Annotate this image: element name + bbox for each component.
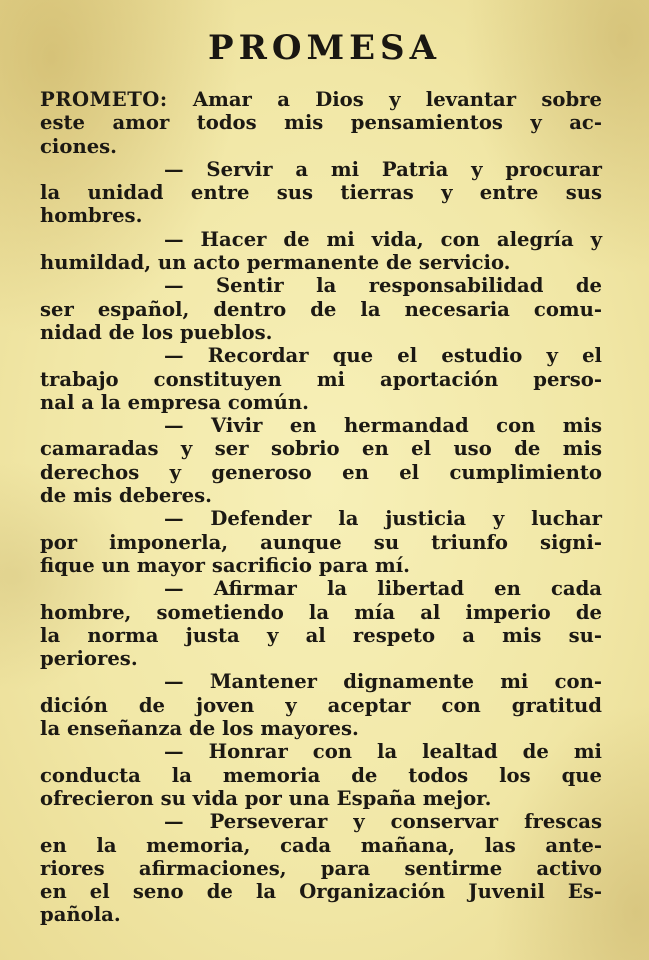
text-line: la norma justa y al respeto a mis su- — [40, 623, 602, 647]
text-line: ciones. — [40, 134, 118, 158]
text-line: de mis deberes. — [40, 484, 212, 508]
text-line: — Defender la justicia y luchar — [164, 507, 602, 531]
promise-text — [40, 88, 602, 927]
text-line: conducta la memoria de todos los que — [40, 763, 602, 787]
text-line: pañola. — [40, 903, 121, 927]
text-line: en el seno de la Organización Juvenil Es- — [40, 880, 602, 904]
text-line: en la memoria, cada mañana, las ante- — [40, 833, 602, 857]
text-line: nal a la empresa común. — [40, 390, 309, 414]
text-line: — Honrar con la lealtad de mi — [164, 740, 602, 764]
text-line: nidad de los pueblos. — [40, 320, 273, 344]
text-line: dición de joven y aceptar con gratitud — [40, 693, 602, 717]
text-line: — Sentir la responsabilidad de — [164, 274, 602, 298]
text-line: la enseñanza de los mayores. — [40, 717, 359, 741]
page-title: PROMESA — [208, 28, 441, 68]
text-line: periores. — [40, 647, 138, 671]
text-line: trabajo constituyen mi aportación perso- — [40, 367, 602, 391]
text-line: — Perseverar y conservar frescas — [164, 810, 602, 834]
lead-word: PROMETO: — [40, 88, 168, 111]
text-line: derechos y generoso en el cumplimiento — [40, 460, 602, 484]
text-line: hombres. — [40, 204, 143, 228]
text-line: ofrecieron su vida por una España mejor. — [40, 786, 492, 810]
text-line: — Afirmar la libertad en cada — [164, 577, 602, 601]
text-line: hombre, sometiendo la mía al imperio de — [40, 600, 602, 624]
text-line: — Mantener dignamente mi con- — [164, 670, 602, 694]
text-line: camaradas y ser sobrio en el uso de mis — [40, 437, 602, 461]
text-line: riores afirmaciones, para sentirme activo — [40, 856, 602, 880]
text-line: la unidad entre sus tierras y entre sus — [40, 181, 602, 205]
text-line: por imponerla, aunque su triunfo signi- — [40, 530, 602, 554]
text-line: fique un mayor sacrificio para mí. — [40, 553, 410, 577]
text-line: ser español, dentro de la necesaria comu- — [40, 297, 602, 321]
text-line: — Hacer de mi vida, con alegría y — [164, 227, 602, 251]
text-line: — Recordar que el estudio y el — [164, 344, 602, 368]
text-line: — Servir a mi Patria y procurar — [164, 157, 602, 181]
text-line: PROMETO: Amar a Dios y levantar sobre — [40, 88, 602, 111]
text-line: — Vivir en hermandad con mis — [164, 414, 602, 438]
text-line: este amor todos mis pensamientos y ac- — [40, 111, 602, 135]
text-line: humildad, un acto permanente de servicio. — [40, 251, 511, 275]
